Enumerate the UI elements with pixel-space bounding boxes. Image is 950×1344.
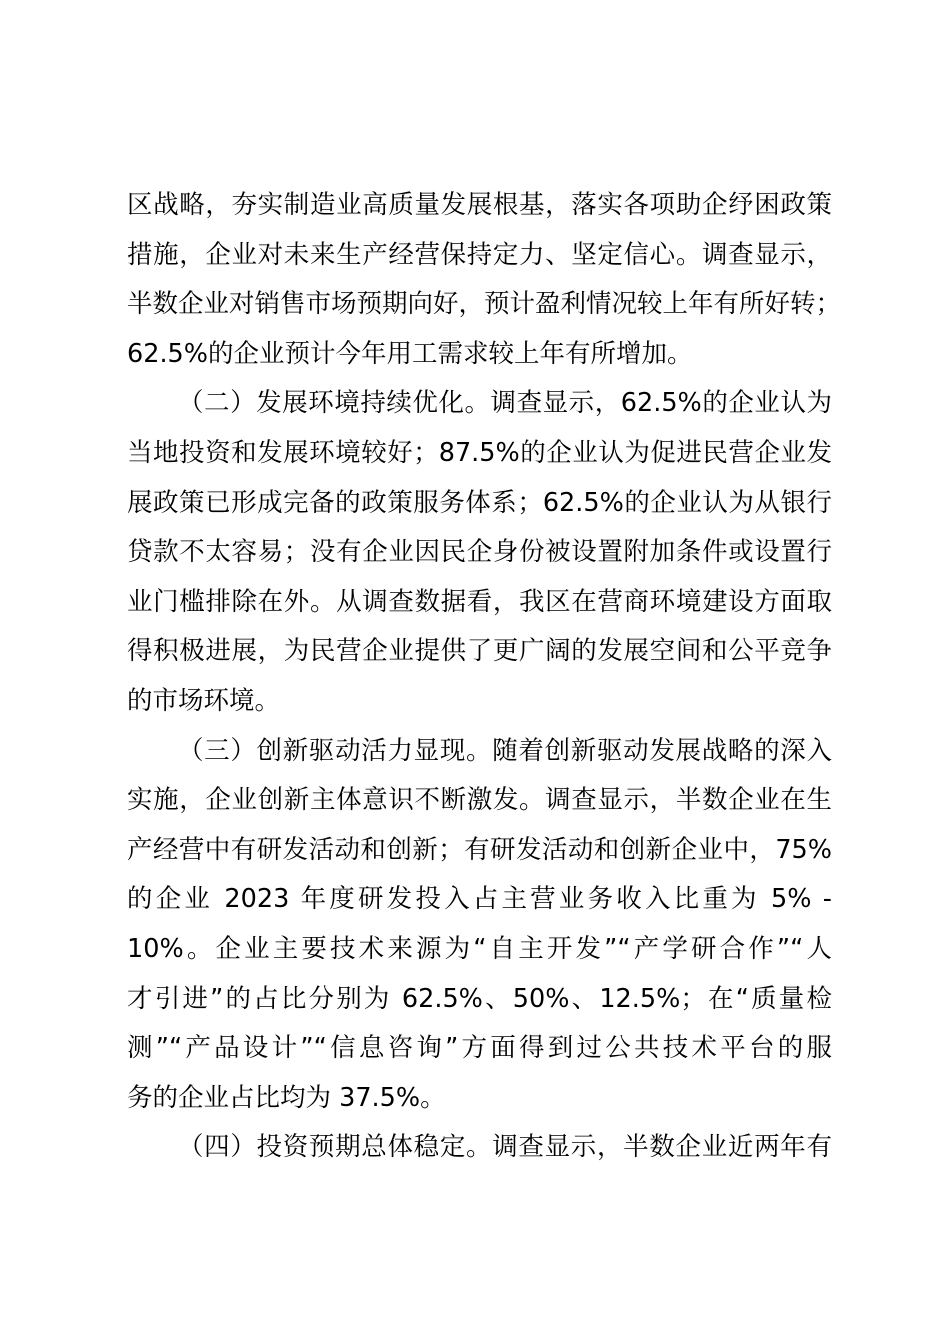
text-line-2: 措施，企业对未来生产经营保持定力、坚定信心。调查显示， [127, 239, 832, 270]
text-line-6: 当地投资和发展环境较好；87.5%的企业认为促进民营企业发 [127, 437, 832, 468]
text-line-20: （四）投资预期总体稳定。调查显示，半数企业近两年有 [178, 1132, 832, 1163]
text-line-14: 产经营中有研发活动和创新；有研发活动和创新企业中，75% [127, 834, 832, 865]
text-line-13: 实施，企业创新主体意识不断激发。调查显示，半数企业在生 [127, 785, 832, 816]
text-line-12: （三）创新驱动活力显现。随着创新驱动发展战略的深入 [178, 735, 832, 766]
text-line-19: 务的企业占比均为 37.5%。 [127, 1082, 446, 1113]
text-line-11: 的市场环境。 [127, 685, 281, 716]
text-line-4: 62.5%的企业预计今年用工需求较上年有所增加。 [127, 338, 693, 369]
text-line-15: 的企业 2023 年度研发投入占主营业务收入比重为 5% - [127, 884, 832, 915]
text-line-5: （二）发展环境持续优化。调查显示，62.5%的企业认为 [178, 388, 832, 419]
text-line-18: 测”“产品设计”“信息咨询”方面得到过公共技术平台的服 [127, 1033, 832, 1064]
text-line-10: 得积极进展，为民营企业提供了更广阔的发展空间和公平竞争 [127, 636, 832, 667]
text-line-16: 10%。企业主要技术来源为“自主开发”“产学研合作”“人 [127, 933, 832, 964]
text-line-17: 才引进”的占比分别为 62.5%、50%、12.5%；在“质量检 [127, 983, 832, 1014]
body-text [127, 181, 842, 1173]
text-line-1: 区战略，夯实制造业高质量发展根基，落实各项助企纾困政策 [127, 190, 832, 220]
text-line-9: 业门槛排除在外。从调查数据看，我区在营商环境建设方面取 [127, 586, 832, 617]
text-line-3: 半数企业对销售市场预期向好，预计盈利情况较上年有所好转； [127, 289, 842, 320]
text-line-7: 展政策已形成完备的政策服务体系；62.5%的企业认为从银行 [127, 487, 832, 518]
text-line-8: 贷款不太容易；没有企业因民企身份被设置附加条件或设置行 [127, 537, 832, 568]
